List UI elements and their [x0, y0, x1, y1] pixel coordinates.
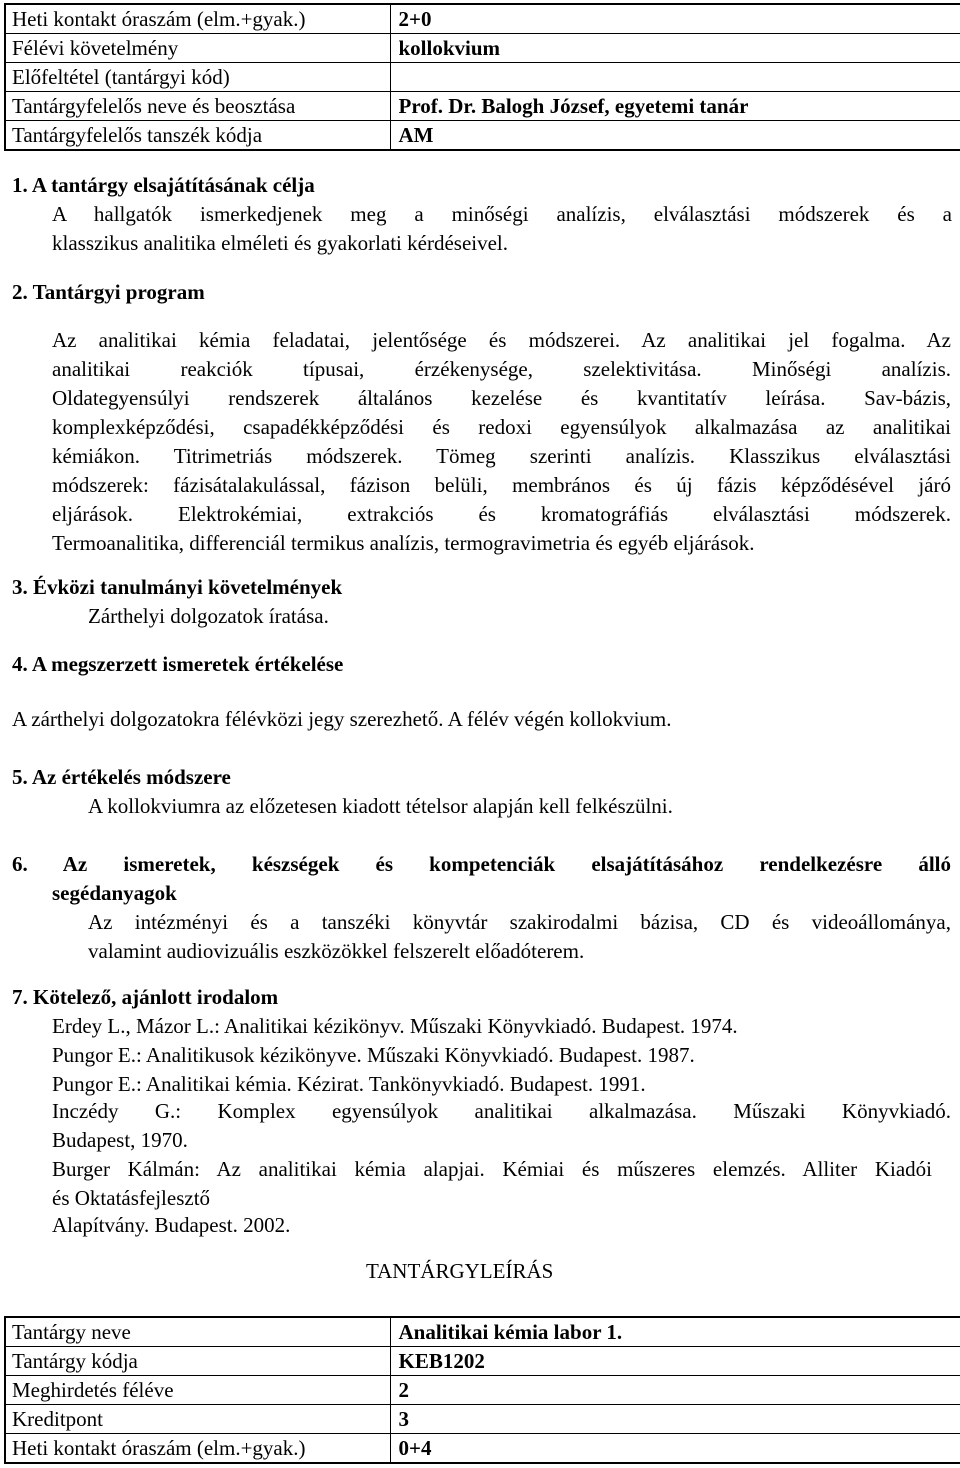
section-body — [88, 908, 951, 937]
table-row — [5, 4, 960, 34]
paragraph-line: klasszikus analitika elméleti és gyakorlati kérdéseivel. — [52, 231, 509, 255]
section-text: Zárthelyi dolgozatok íratása. — [88, 604, 329, 628]
table-value: AM — [390, 121, 960, 151]
reference-item: Alapítvány. Budapest. 2002. — [52, 1213, 291, 1237]
reference-item: Burger Kálmán: Az analitikai kémia alapjai. Kémiai és műszeres elemzés. Alliter Kiadói — [52, 1157, 932, 1181]
reference-item: Pungor E.: Analitikai kémia. Kézirat. Tankönyvkiadó. Budapest. 1991. — [52, 1072, 646, 1096]
section-text: A zárthelyi dolgozatokra félévközi jegy szerezhető. A félév végén kollokvium. — [12, 707, 672, 731]
section-body — [52, 200, 952, 229]
reference-item: Erdey L., Mázor L.: Analitikai kézikönyv. Műszaki Könyvkiadó. Budapest. 1974. — [52, 1014, 738, 1038]
table-label: Tantárgy kódja — [5, 1347, 390, 1376]
paragraph-line: komplexképződési, csapadékképződési és redoxi egyensúlyok alkalmazása az analitikai — [52, 415, 951, 439]
section-heading: 4. A megszerzett ismeretek értékelése — [12, 652, 344, 676]
paragraph-line: A hallgatók ismerkedjenek meg a minőségi analízis, elválasztási módszerek és a — [52, 202, 952, 226]
table-row — [5, 63, 960, 92]
paragraph-line: módszerek: fázisátalakulással, fázison belüli, membrános és új fázis képződésével járó — [52, 473, 951, 497]
table-row — [5, 34, 960, 63]
course-info-table — [4, 3, 960, 151]
table-row — [5, 92, 960, 121]
paragraph-line: Az intézményi és a tanszéki könyvtár szakirodalmi bázisa, CD és videoállománya, — [88, 910, 951, 934]
table-label: Meghirdetés féléve — [5, 1376, 390, 1405]
table-value: Prof. Dr. Balogh József, egyetemi tanár — [390, 92, 960, 121]
section-heading: 7. Kötelező, ajánlott irodalom — [12, 985, 279, 1009]
document-title: TANTÁRGYLEÍRÁS — [366, 1259, 554, 1283]
section-text: A kollokviumra az előzetesen kiadott tételsor alapján kell felkészülni. — [88, 794, 673, 818]
table-row — [5, 121, 960, 151]
table-label: Heti kontakt óraszám (elm.+gyak.) — [5, 4, 390, 34]
reference-item: Pungor E.: Analitikusok kézikönyve. Műszaki Könyvkiadó. Budapest. 1987. — [52, 1043, 695, 1067]
table-row — [5, 1317, 960, 1347]
table-value: 2 — [390, 1376, 960, 1405]
section-heading: 6. Az ismeretek, készségek és kompetenciák elsajátításához rendelkezésre álló — [12, 852, 951, 876]
table-label: Kreditpont — [5, 1405, 390, 1434]
table-value: 3 — [390, 1405, 960, 1434]
paragraph-line: Oldategyensúlyi rendszerek általános kezelése és kvantitatív leírása. Sav-bázis, — [52, 386, 951, 410]
table-label: Félévi követelmény — [5, 34, 390, 63]
table-value: 2+0 — [390, 4, 960, 34]
table-value: KEB1202 — [390, 1347, 960, 1376]
reference-item: és Oktatásfejlesztő — [52, 1186, 211, 1210]
paragraph-line: analitikai reakciók típusai, érzékenysége, szelektivitása. Minőségi analízis. — [52, 357, 951, 381]
table-label: Tantárgyfelelős tanszék kódja — [5, 121, 390, 151]
table-row — [5, 1347, 960, 1376]
paragraph-line: eljárások. Elektrokémiai, extrakciós és kromatográfiás elválasztási módszerek. — [52, 502, 951, 526]
table-row — [5, 1405, 960, 1434]
course-details-table — [4, 1316, 960, 1464]
paragraph-line: Az analitikai kémia feladatai, jelentősége és módszerei. Az analitikai jel fogalma. Az — [52, 328, 951, 352]
table-row — [5, 1376, 960, 1405]
table-label: Heti kontakt óraszám (elm.+gyak.) — [5, 1434, 390, 1464]
section-heading: 5. Az értékelés módszere — [12, 765, 231, 789]
reference-item: Budapest, 1970. — [52, 1128, 188, 1152]
section-heading: 1. A tantárgy elsajátításának célja — [12, 173, 315, 197]
reference-item: Inczédy G.: Komplex egyensúlyok analitikai alkalmazása. Műszaki Könyvkiadó. — [52, 1099, 951, 1123]
table-value — [390, 63, 960, 92]
paragraph-line: Termoanalitika, differenciál termikus analízis, termogravimetria és egyéb eljárások. — [52, 531, 755, 555]
paragraph-line: valamint audiovizuális eszközökkel felszerelt előadóterem. — [88, 939, 585, 963]
table-label: Előfeltétel (tantárgyi kód) — [5, 63, 390, 92]
paragraph-line: kémiákon. Titrimetriás módszerek. Tömeg szerinti analízis. Klasszikus elválasztási — [52, 444, 951, 468]
table-value: Analitikai kémia labor 1. — [390, 1317, 960, 1347]
table-label: Tantárgy neve — [5, 1317, 390, 1347]
section-heading: 3. Évközi tanulmányi követelmények — [12, 575, 343, 599]
table-row — [5, 1434, 960, 1464]
section-heading: segédanyagok — [52, 881, 177, 905]
section-heading: 2. Tantárgyi program — [12, 280, 205, 304]
table-value: kollokvium — [390, 34, 960, 63]
section-body — [52, 326, 951, 558]
table-value: 0+4 — [390, 1434, 960, 1464]
table-label: Tantárgyfelelős neve és beosztása — [5, 92, 390, 121]
